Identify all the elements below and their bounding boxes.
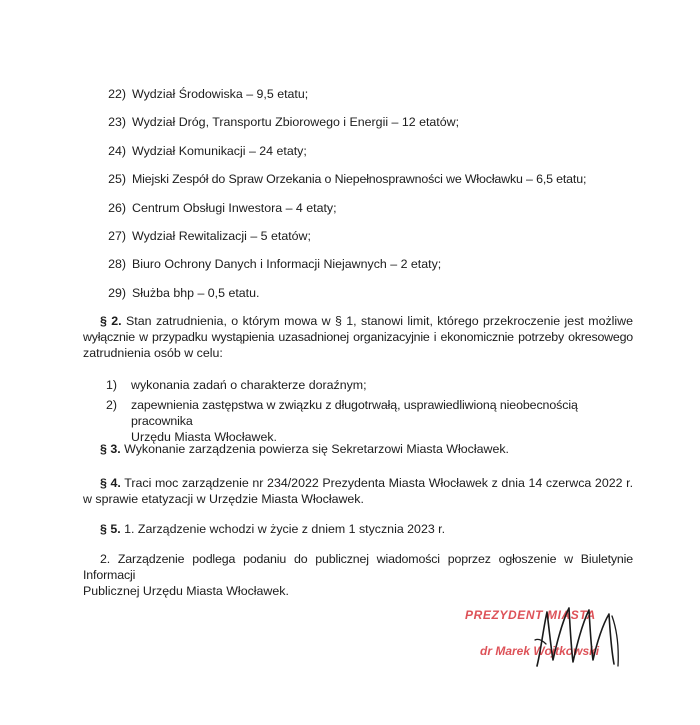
list-item <box>0 285 700 301</box>
list-item-number: 27) <box>108 229 126 243</box>
list-item <box>0 171 700 187</box>
section-text: Wykonanie zarządzenia powierza się Sekretarzowi Miasta Włocławek. <box>124 442 509 456</box>
sub-list-number: 2) <box>106 398 118 412</box>
list-item-text: Miejski Zespół do Spraw Orzekania o Niepełnosprawności we Włocławku – 6,5 etatu; <box>132 172 587 186</box>
section-text: Traci moc zarządzenie nr 234/2022 Prezydenta Miasta Włocławek z dnia 14 czerwca 2022 r. <box>124 476 634 490</box>
list-item-number: 23) <box>108 115 126 129</box>
sub-list-text-line: zapewnienia zastępstwa w związku z długotrwałą, usprawiedliwioną nieobecnością pracownika <box>131 398 578 428</box>
section-2-paragraph <box>83 313 633 361</box>
section-text: Publicznej Urzędu Miasta Włocławek. <box>83 584 289 598</box>
list-item <box>0 114 700 130</box>
list-item-number: 28) <box>108 257 126 271</box>
list-item-number: 26) <box>108 201 126 215</box>
section-4-paragraph <box>83 475 633 507</box>
list-item <box>0 86 700 102</box>
section-label: § 5. <box>100 522 121 536</box>
sub-list-text: wykonania zadań o charakterze doraźnym; <box>131 378 367 392</box>
list-item-text: Biuro Ochrony Danych i Informacji Niejawnych – 2 etaty; <box>132 257 442 271</box>
list-item-number: 22) <box>108 87 126 101</box>
section-label: § 2. <box>100 314 122 328</box>
section-3-paragraph <box>83 441 633 457</box>
section-5-paragraph <box>83 521 633 537</box>
sub-list-number: 1) <box>106 378 118 392</box>
list-item-text: Centrum Obsługi Inwestora – 4 etaty; <box>132 201 337 215</box>
list-item <box>0 228 700 244</box>
stamp-title: PREZYDENT MIASTA <box>465 608 596 622</box>
list-item-text: Wydział Rewitalizacji – 5 etatów; <box>132 229 311 243</box>
list-item-number: 24) <box>108 144 126 158</box>
list-item-text: Wydział Komunikacji – 24 etaty; <box>132 144 307 158</box>
section-text: 2. Zarządzenie podlega podaniu do publicznej wiadomości poprzez ogłoszenie w Biuletynie Informacji <box>83 552 633 582</box>
list-item-number: 25) <box>108 172 126 186</box>
section-label: § 4. <box>100 476 121 490</box>
section-5-paragraph-2 <box>83 551 633 599</box>
section-text: 1. Zarządzenie wchodzi w życie z dniem 1 stycznia 2023 r. <box>124 522 446 536</box>
signature-stamp <box>455 600 635 680</box>
list-item <box>0 143 700 159</box>
list-item <box>0 256 700 272</box>
sub-list-text <box>131 397 631 445</box>
sub-list-text-line: Urzędu Miasta Włocławek. <box>131 430 277 444</box>
stamp-name: dr Marek Wojtkowski <box>480 644 600 658</box>
handwritten-signature <box>485 600 635 680</box>
list-item <box>0 200 700 216</box>
section-label: § 3. <box>100 442 121 456</box>
list-item-text: Służba bhp – 0,5 etatu. <box>132 286 260 300</box>
section-text: w sprawie etatyzacji w Urzędzie Miasta Włocławek. <box>83 492 364 506</box>
list-item-text: Wydział Środowiska – 9,5 etatu; <box>132 87 309 101</box>
section-text: Stan zatrudnienia, o którym mowa w § 1, stanowi limit, którego przekroczenie jest możliwe <box>126 314 633 328</box>
list-item-number: 29) <box>108 286 126 300</box>
list-item-text: Wydział Dróg, Transportu Zbiorowego i Energii – 12 etatów; <box>132 115 460 129</box>
section-text: zatrudnienia osób w celu: <box>83 346 223 360</box>
section-text: wyłącznie w przypadku wystąpienia uzasadnionej organizacyjnie i ekonomicznie potrzeby okresowego <box>83 330 633 344</box>
